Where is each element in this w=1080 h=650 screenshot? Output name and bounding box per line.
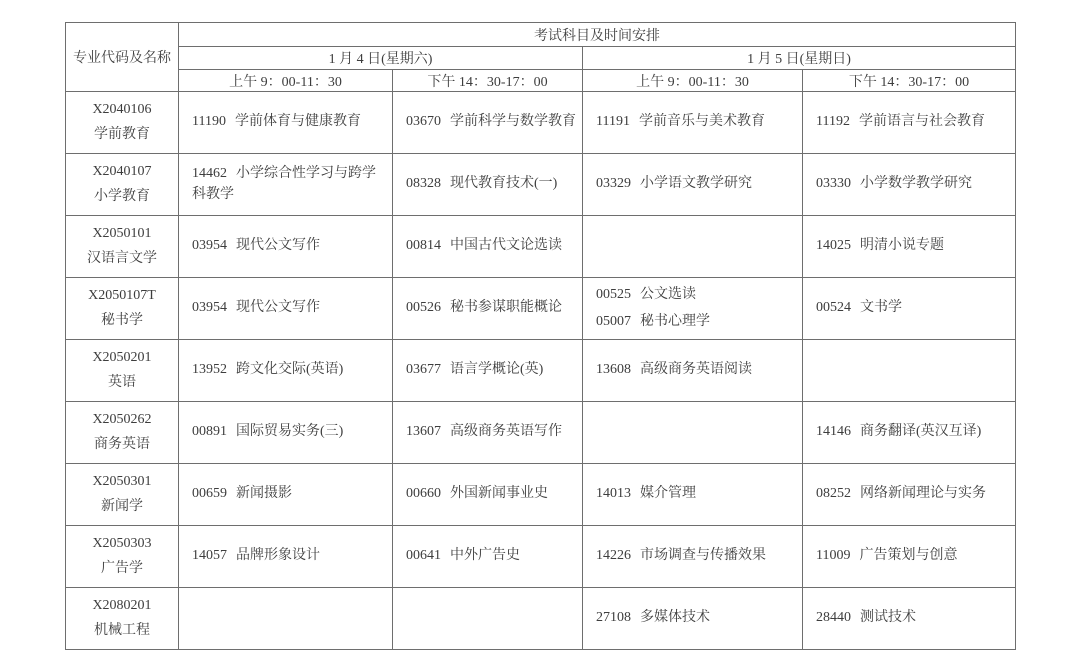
course-code: 14013 <box>596 486 631 502</box>
course-name: 学前语言与社会教育 <box>858 114 985 130</box>
subject-cell <box>179 340 393 402</box>
course-name: 秘书心理学 <box>640 314 710 329</box>
major-name: 机械工程 <box>94 622 150 638</box>
major-name: 新闻学 <box>101 498 143 514</box>
major-cell <box>66 278 179 340</box>
major-code: X2050303 <box>92 536 152 551</box>
major-code: X2040107 <box>92 164 152 179</box>
major-name: 汉语言文学 <box>87 250 157 266</box>
subject-cell <box>179 154 393 216</box>
course-name: 现代教育技术(一) <box>450 176 558 192</box>
subject-entry <box>406 484 577 504</box>
major-cell <box>66 588 179 650</box>
subject-cell <box>393 526 583 588</box>
subject-entry <box>406 422 577 442</box>
course-code: 13952 <box>192 362 227 378</box>
course-code: 05007 <box>596 314 631 329</box>
subject-cell <box>803 278 1016 340</box>
course-code: 14226 <box>596 548 631 564</box>
course-name: 学前音乐与美术教育 <box>638 114 765 130</box>
course-name: 新闻摄影 <box>236 486 292 502</box>
major-code: X2050107T <box>88 288 156 303</box>
table-row <box>66 278 1016 340</box>
subject-entry <box>596 174 797 194</box>
course-name: 媒介管理 <box>640 486 696 502</box>
subject-cell <box>393 278 583 340</box>
subject-entry <box>406 174 577 194</box>
table-row <box>66 464 1016 526</box>
subject-entry <box>406 298 577 318</box>
exam-schedule-table <box>65 22 1016 650</box>
course-name: 跨文化交际(英语) <box>236 362 344 378</box>
session-header-jan4-pm: 下午 14：30-17：00 <box>393 70 583 92</box>
subject-cell <box>583 278 803 340</box>
major-name: 秘书学 <box>101 312 143 328</box>
course-code: 13608 <box>596 362 631 378</box>
subject-entry <box>596 312 797 332</box>
course-name: 学前科学与数学教育 <box>450 114 576 130</box>
course-code: 14057 <box>192 548 227 564</box>
subject-cell <box>583 154 803 216</box>
major-code: X2080201 <box>92 598 152 613</box>
major-cell <box>66 464 179 526</box>
course-code: 28440 <box>816 610 851 626</box>
session-header-jan5-pm: 下午 14：30-17：00 <box>803 70 1016 92</box>
course-name: 公文选读 <box>640 286 696 302</box>
course-name: 小学综合性学习与跨学科教学 <box>192 166 376 202</box>
course-name: 语言学概论(英) <box>450 362 544 378</box>
subject-cell <box>393 464 583 526</box>
day-header-jan5: 1 月 5 日(星期日) <box>583 47 1016 70</box>
course-code: 00641 <box>406 548 441 564</box>
subject-cell <box>393 216 583 278</box>
subject-entry <box>596 608 797 628</box>
subject-entry <box>596 484 797 504</box>
course-code: 27108 <box>596 610 631 626</box>
major-name: 学前教育 <box>94 126 150 142</box>
subject-cell <box>179 402 393 464</box>
course-code: 00526 <box>406 300 441 316</box>
major-code: X2050201 <box>92 350 152 365</box>
major-name: 小学教育 <box>94 188 150 204</box>
course-code: 13607 <box>406 424 441 440</box>
subject-cell <box>583 464 803 526</box>
major-cell <box>66 154 179 216</box>
course-code: 00891 <box>192 424 227 440</box>
subject-cell <box>179 464 393 526</box>
course-code: 03330 <box>816 176 851 192</box>
subject-cell <box>803 154 1016 216</box>
subject-entry <box>596 112 797 132</box>
table-header <box>66 23 1016 92</box>
subject-entry <box>596 546 797 566</box>
table-row <box>66 154 1016 216</box>
course-code: 03954 <box>192 300 227 316</box>
course-name: 中国古代文论选读 <box>450 238 562 254</box>
course-name: 国际贸易实务(三) <box>236 424 344 440</box>
table-row <box>66 92 1016 154</box>
major-cell <box>66 526 179 588</box>
subject-entry <box>816 298 1010 318</box>
course-name: 商务翻译(英汉互译) <box>860 424 982 440</box>
subject-cell <box>179 526 393 588</box>
subject-entry <box>816 546 1010 566</box>
subject-cell <box>803 588 1016 650</box>
course-code: 14462 <box>192 166 227 182</box>
subject-entry <box>192 546 387 566</box>
subject-cell <box>583 340 803 402</box>
course-code: 03670 <box>406 114 441 130</box>
subject-cell <box>583 92 803 154</box>
major-name: 广告学 <box>101 560 143 576</box>
table-row <box>66 340 1016 402</box>
course-name: 测试技术 <box>860 610 916 626</box>
subject-entry <box>816 174 1010 194</box>
subject-cell <box>803 464 1016 526</box>
course-name: 文书学 <box>860 300 902 316</box>
course-name: 小学数学教学研究 <box>860 176 972 192</box>
session-header-jan4-am: 上午 9：00-11：30 <box>179 70 393 92</box>
subject-entry <box>816 484 1010 504</box>
subject-entry <box>192 298 387 318</box>
course-name: 市场调查与传播效果 <box>640 548 766 564</box>
subject-cell <box>393 402 583 464</box>
course-name: 广告策划与创意 <box>859 548 958 564</box>
subject-cell <box>803 402 1016 464</box>
course-code: 11009 <box>816 548 851 564</box>
major-code: X2050101 <box>92 226 152 241</box>
subject-cell <box>583 588 803 650</box>
major-column-header: 专业代码及名称 <box>66 23 179 92</box>
course-code: 00525 <box>596 286 631 302</box>
course-code: 00659 <box>192 486 227 502</box>
major-name: 商务英语 <box>94 436 150 452</box>
subject-cell <box>179 216 393 278</box>
subject-cell <box>803 92 1016 154</box>
subject-cell <box>803 340 1016 402</box>
subject-entry <box>406 360 577 380</box>
subject-entry <box>406 112 577 132</box>
major-code: X2040106 <box>92 102 152 117</box>
major-cell <box>66 92 179 154</box>
course-name: 品牌形象设计 <box>236 548 320 564</box>
course-code: 08328 <box>406 176 441 192</box>
subject-cell <box>803 216 1016 278</box>
subject-cell <box>179 278 393 340</box>
course-code: 14025 <box>816 238 851 254</box>
course-name: 高级商务英语写作 <box>450 424 562 440</box>
course-code: 00814 <box>406 238 441 254</box>
course-code: 03677 <box>406 362 441 378</box>
subject-cell <box>179 92 393 154</box>
course-code: 11192 <box>816 114 850 130</box>
subject-entry <box>816 608 1010 628</box>
subject-entry <box>816 236 1010 256</box>
table-row <box>66 402 1016 464</box>
course-code: 11190 <box>192 114 226 130</box>
subject-entry <box>406 546 577 566</box>
schedule-title-header: 考试科目及时间安排 <box>179 23 1016 47</box>
subject-entry <box>406 236 577 256</box>
course-code: 11191 <box>596 114 630 130</box>
course-name: 现代公文写作 <box>236 300 320 316</box>
major-code: X2050262 <box>92 412 152 427</box>
course-name: 明清小说专题 <box>860 238 944 254</box>
major-cell <box>66 402 179 464</box>
course-name: 中外广告史 <box>450 548 520 564</box>
subject-entry <box>816 422 1010 442</box>
subject-cell <box>393 588 583 650</box>
subject-cell <box>393 154 583 216</box>
subject-entry <box>192 484 387 504</box>
course-code: 03329 <box>596 176 631 192</box>
subject-entry <box>192 236 387 256</box>
subject-cell <box>803 526 1016 588</box>
schedule-table-body <box>66 92 1016 650</box>
course-name: 秘书参谋职能概论 <box>450 300 562 316</box>
subject-cell <box>393 340 583 402</box>
subject-entry <box>192 422 387 442</box>
major-cell <box>66 216 179 278</box>
course-code: 03954 <box>192 238 227 254</box>
table-row <box>66 216 1016 278</box>
course-name: 现代公文写作 <box>236 238 320 254</box>
subject-entry <box>192 360 387 380</box>
course-name: 多媒体技术 <box>640 610 710 626</box>
subject-entry <box>192 112 387 132</box>
subject-entry <box>596 285 797 305</box>
major-code: X2050301 <box>92 474 152 489</box>
table-row <box>66 588 1016 650</box>
course-name: 网络新闻理论与实务 <box>860 486 986 502</box>
course-code: 14146 <box>816 424 851 440</box>
subject-cell <box>179 588 393 650</box>
subject-cell <box>393 92 583 154</box>
subject-entry <box>192 164 387 205</box>
major-name: 英语 <box>108 374 136 390</box>
subject-entry <box>816 112 1010 132</box>
subject-cell <box>583 216 803 278</box>
course-code: 00524 <box>816 300 851 316</box>
table-row <box>66 526 1016 588</box>
major-cell <box>66 340 179 402</box>
course-name: 小学语文教学研究 <box>640 176 752 192</box>
subject-entry <box>596 360 797 380</box>
course-name: 高级商务英语阅读 <box>640 362 752 378</box>
course-code: 00660 <box>406 486 441 502</box>
session-header-jan5-am: 上午 9：00-11：30 <box>583 70 803 92</box>
course-name: 学前体育与健康教育 <box>234 114 361 130</box>
course-name: 外国新闻事业史 <box>450 486 548 502</box>
subject-cell <box>583 526 803 588</box>
course-code: 08252 <box>816 486 851 502</box>
subject-cell <box>583 402 803 464</box>
day-header-jan4: 1 月 4 日(星期六) <box>179 47 583 70</box>
